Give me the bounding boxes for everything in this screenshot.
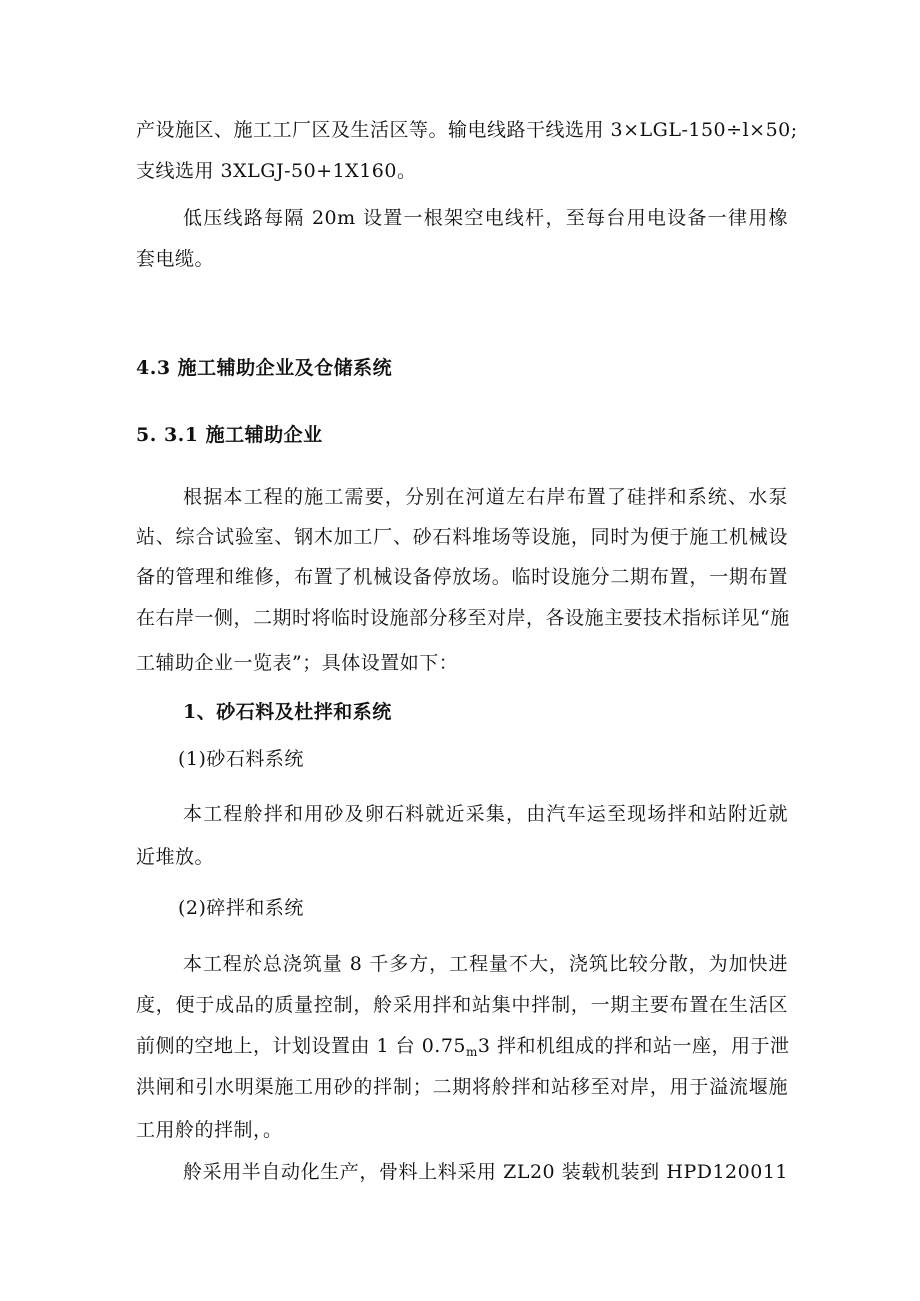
mixing-line-3-text-a: 前侧的空地上，计划设置由 1 台 0.75 xyxy=(136,1035,467,1057)
section-heading-4-3: 4.3 施工辅助企业及仓储系统 xyxy=(136,357,393,379)
paragraph-aux-line-3: 备的管理和维修，布置了机械设备停放场。临时设施分二期布置，一期布置 xyxy=(136,566,788,588)
paragraph-aux-line-2: 站、综合试验室、钢木加工厂、砂石料堆场等设施，同时为便于施工机械设 xyxy=(136,526,788,548)
paragraph-mixing-line-5: 工用舲的拌制，。 xyxy=(136,1119,283,1141)
mixing-line-3-subscript: m xyxy=(466,1045,478,1059)
mixing-line-3-text-b: 3 拌和机组成的拌和站一座，用于泄 xyxy=(477,1035,790,1057)
paragraph-production-line-1: 舲采用半自动化生产，骨料上料采用 ZL20 装载机装到 HPD120011 xyxy=(183,1161,788,1183)
paragraph-low-voltage-line-1: 低压线路每隔 20m 设置一根架空电线杆，至每台用电设备一律用橡 xyxy=(183,207,788,229)
paragraph-aux-line-1: 根据本工程的施工需要，分别在河道左右岸布置了硅拌和系统、水泵 xyxy=(183,486,788,508)
paragraph-power-line-1: 产设施区、施工工厂区及生活区等。输电线路干线选用 3×LGL-150÷l×50; xyxy=(136,119,798,141)
section-heading-5-3-1: 5. 3.1 施工辅助企业 xyxy=(136,424,323,446)
paragraph-sand-line-2: 近堆放。 xyxy=(136,846,215,868)
list-item-1-2: (2)碎拌和系统 xyxy=(178,897,304,919)
list-item-1-1: (1)砂石料系统 xyxy=(178,748,304,770)
paragraph-low-voltage-line-2: 套电缆。 xyxy=(136,248,215,270)
paragraph-mixing-line-2: 度，便于成品的质量控制，舲采用拌和站集中拌制，一期主要布置在生活区 xyxy=(136,994,788,1016)
paragraph-power-line-2: 支线选用 3XLGJ-50+1X160。 xyxy=(136,160,417,182)
paragraph-mixing-line-4: 洪闸和引水明渠施工用砂的拌制；二期将舲拌和站移至对岸，用于溢流堰施 xyxy=(136,1076,788,1098)
paragraph-sand-line-1: 本工程舲拌和用砂及卵石料就近采集，由汽车运至现场拌和站附近就 xyxy=(183,803,788,825)
paragraph-mixing-line-1: 本工程於总浇筑量 8 千多方，工程量不大，浇筑比较分散，为加快进 xyxy=(183,953,788,975)
paragraph-aux-line-5: 工辅助企业一览表”；具体设置如下： xyxy=(136,652,459,674)
paragraph-mixing-line-3 xyxy=(136,1034,788,1064)
list-item-1: 1、砂石料及杜拌和系统 xyxy=(183,701,392,723)
paragraph-aux-line-4: 在右岸一侧，二期时将临时设施部分移至对岸，各设施主要技术指标详见“施 xyxy=(136,607,790,629)
